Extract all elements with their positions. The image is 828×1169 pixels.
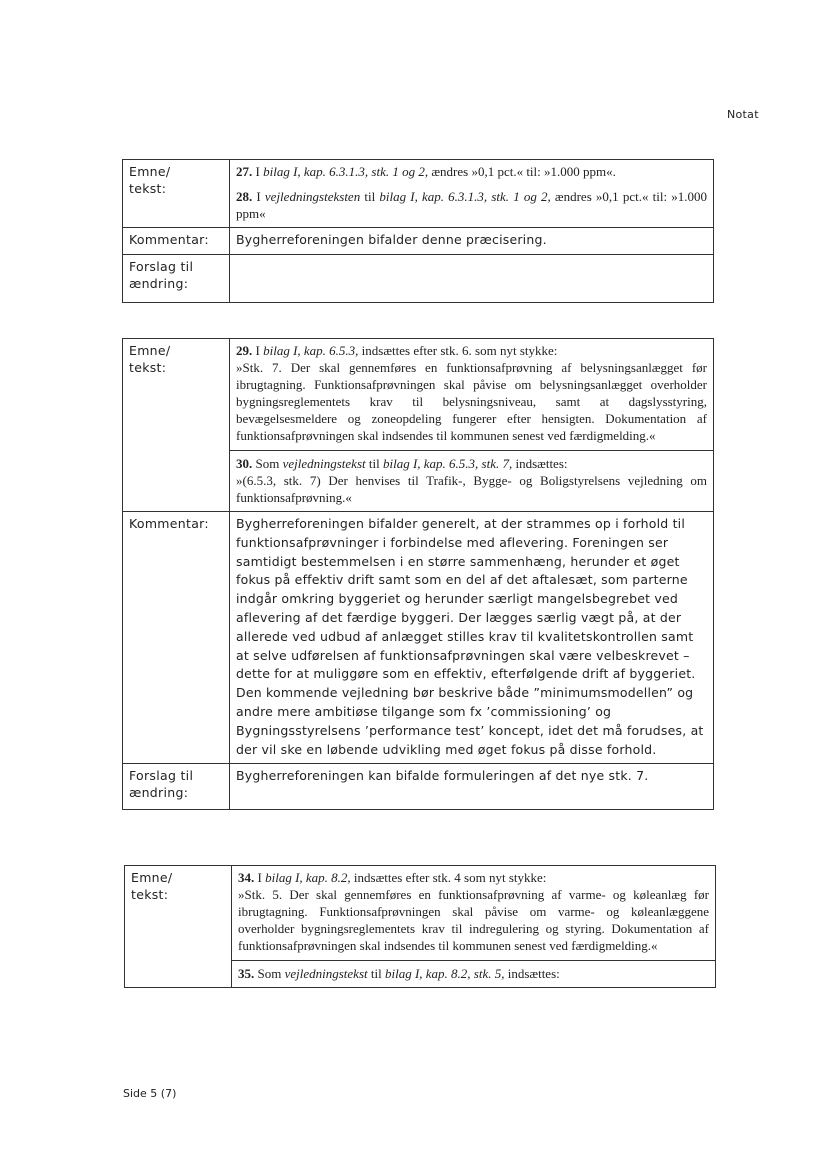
item-30-heading: 30. Som vejledningstekst til bilag I, kap. 6.5.3, stk. 7, indsættes:	[230, 450, 713, 472]
table-row-emne	[123, 160, 714, 228]
emne-label: Emne/ tekst:	[123, 160, 230, 228]
emne-text-cell	[230, 160, 714, 228]
item-34-body: »Stk. 5. Der skal gennemføres en funktionsafprøvning af varme- og køleanlæg før ibrugtagning. Funktionsafprøvningen skal påvise om varme- og køleanlæggene overholder bygningsreglementets krav til indregulering og styring. Dokumentation af funktionsafprøvningen skal indsendes til kommunen senest ved færdigmelding.«	[238, 887, 709, 953]
emne-text-cell	[232, 866, 716, 988]
comment-table-3	[124, 865, 716, 988]
forslag-label: Forslag til ændring:	[123, 764, 230, 810]
item-34-heading: 34. I bilag I, kap. 8.2, indsættes efter stk. 4 som nyt stykke:	[238, 870, 547, 885]
table-row-kommentar	[123, 228, 714, 255]
item-28: 28. I vejledningsteksten til bilag I, kap. 6.3.1.3, stk. 1 og 2, ændres »0,1 pct.« til: »1.000 ppm«	[236, 189, 707, 221]
table-row-emne	[123, 339, 714, 512]
kommentar-label: Kommentar:	[123, 228, 230, 255]
table-row-forslag	[123, 254, 714, 302]
forslag-text: Bygherreforeningen kan bifalde formuleringen af det nye stk. 7.	[230, 764, 714, 810]
forslag-label: Forslag til ændring:	[123, 254, 230, 302]
item-35-heading: 35. Som vejledningstekst til bilag I, kap. 8.2, stk. 5, indsættes:	[232, 960, 715, 982]
emne-label: Emne/ tekst:	[125, 866, 232, 988]
item-29-body: »Stk. 7. Der skal gennemføres en funktionsafprøvning af belysningsanlægget før ibrugtagning. Funktionsafprøvningen skal påvise om belysningsanlægget overholder bygningsreglementets krav til belysningsniveau, samt at dagslysstyring, bevægelsesmeldere og zoneopdeling fungerer efter hensigten. Dokumentation af funktionsafprøvningen skal indsendes til kommunen senest ved færdigmelding.«	[236, 360, 707, 443]
emne-text-cell	[230, 339, 714, 512]
comment-table-1	[122, 159, 714, 303]
table-row-emne	[125, 866, 716, 988]
table-row-kommentar	[123, 512, 714, 764]
emne-label: Emne/ tekst:	[123, 339, 230, 512]
kommentar-label: Kommentar:	[123, 512, 230, 764]
table-row-forslag	[123, 764, 714, 810]
kommentar-text: Bygherreforeningen bifalder denne præcisering.	[230, 228, 714, 255]
item-27: 27. I bilag I, kap. 6.3.1.3, stk. 1 og 2, ændres »0,1 pct.« til: »1.000 ppm«.	[236, 164, 616, 179]
comment-table-2	[122, 338, 714, 810]
kommentar-text: Bygherreforeningen bifalder generelt, at der strammes op i forhold til funktionsafprøvninger i forbindelse med aflevering. Foreningen ser samtidigt bestemmelsen i en større sammenhæng, herunder et øget fokus på effektiv drift samt som en del af det aftalesæt, som parterne indgår omkring byggeriet og herunder særligt mangelsbegrebet ved aflevering af det færdige byggeri. Der lægges særlig vægt på, at der allerede ved udbud af anlægget stilles krav til kvalitetskontrollen samt at selve udførelsen af funktionsafprøvningen skal være velbeskrevet – dette for at muliggøre som en effektiv, efterfølgende drift af byggeriet. Den kommende vejledning bør beskrive både ”minimumsmodellen” og andre mere ambitiøse tilgange som fx ’commissioning’ og Bygningsstyrelsens ’performance test’ koncept, idet det må forudses, at der vil ske en løbende udvikling med øget fokus på disse forhold.	[230, 512, 714, 764]
page-number: Side 5 (7)	[123, 1087, 177, 1100]
item-30-body: »(6.5.3, stk. 7) Der henvises til Trafik-, Bygge- og Boligstyrelsens vejledning om funktionsafprøvning.«	[236, 473, 707, 505]
header-notat-label: Notat	[727, 108, 759, 121]
forslag-text	[230, 254, 714, 302]
item-29-heading: 29. I bilag I, kap. 6.5.3, indsættes efter stk. 6. som nyt stykke:	[236, 343, 558, 358]
